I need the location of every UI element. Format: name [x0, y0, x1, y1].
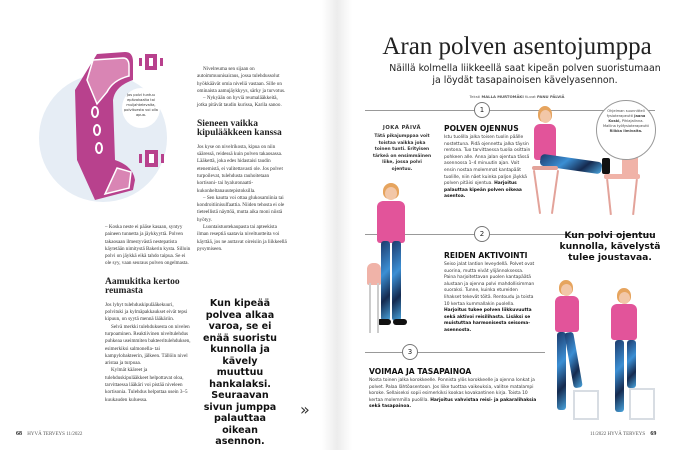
sidebar-label: JOKA PÄIVÄ	[382, 125, 422, 131]
byline-author: MALLA MURTOMÄKI	[481, 94, 524, 99]
byline-photographer: PANU PÄLVIÄ	[536, 94, 565, 99]
photo-step-up	[555, 280, 670, 425]
paragraph: Jos lyhyt tulehduskipulääkekuuri, polvituki ja kylmäpakkaukset eivät tepsi kipuun, on syytä mennä lääkäriin.	[105, 301, 188, 323]
right-pull-quote: Kun polvi ojentuu kunnolla, kävelystä tulee joustavaa.	[559, 230, 661, 263]
step-1	[444, 124, 532, 201]
page-number: 69	[650, 431, 657, 437]
step-benefit: Harjoitus palauttaa kipeän polven oikeaa asentoa.	[444, 181, 522, 200]
step-number-2: 2	[474, 226, 490, 242]
photo-standing-sidebar	[365, 183, 425, 348]
article-title: Aran polven asentojumppa	[382, 33, 652, 60]
paragraph: Nivelreuma sen sijaan on autoimmuunisairaus, jossa tulehdussolut hyökkäävät omia niveliä vastaan. Sille on ominaista aamujäykkyys, särky ja turvotus.	[197, 66, 286, 94]
magazine-issue: 11/2022 HYVÄ TERVEYS	[590, 432, 646, 437]
paragraph: – Nykyään on hyviä reumalääkkeitä, jotka pitävät taudin kurissa, Karila sanoo.	[197, 95, 282, 109]
paragraph: Jos kyse on nivelrikosta, kipua on niin sääressä, reidessä kuin polven takaosassa. Lääkettä, joka edes hidastaisi taudin etenemistä, ei valitettavasti ole. Jos polvet turpoilevat, tulehdusta rauhoitetaan kortisoni- tai hyaluronaatti-kukonheltanauutepistoksilla.	[197, 143, 283, 194]
sidebar-text: Tätä pikajumppaa voit toistaa vaikka joka toinen tunti. Erityisen tärkeä on ensimmäinen liike, jossa polvi ojentuu.	[372, 134, 432, 172]
page-gutter	[322, 0, 352, 450]
step-benefit: Harjoitus vahvistaa reisi- ja pakaralihaksia sekä tasapainoa.	[369, 397, 537, 410]
step-title: REIDEN AKTIVOINTI	[444, 251, 528, 260]
left-column-1	[105, 224, 191, 404]
right-footer	[590, 431, 656, 437]
bubble-text: Jos polvi tuntuu epävakaalta tai muljahtelevalta, polvituesta voi olla apua.	[124, 93, 158, 117]
continue-arrow-icon: »	[300, 400, 310, 419]
magazine-issue: HYVÄ TERVEYS 11/2022	[27, 432, 83, 437]
step-title: VOIMAA JA TASAPAINOA	[369, 367, 472, 376]
credit-bubble	[596, 100, 656, 160]
step-text: Nosta toinen jalka korokkeelle. Ponnista ylös korokkeelle ja ojenna lonkat ja polvet. Palaa lähtöasentoon. Jos liike tuottaa vaikeuksia, valitse matalampi koroke. Sellaiseksi sopii esimerkiksi kookas kovakantinen kirja. Toista 10 kertaa molemmilla puolilla.	[369, 378, 535, 403]
step-text: Seiso jalat lantion leveydellä. Polvet ovat suorina, mutta eivät ylijännoksessa. Paina harjoitettavan puolen kantapäätä alustaan ja ojenna polvi mahdollisimman suoraksi. Tunne, kuinka etureiden lihakset tekevät töitä. Rentoudu ja toista 10 kertaa kummallakin puolella.	[444, 262, 535, 307]
credit-text: Pihlajalinna. Mallina työfysioterapeutti	[603, 119, 649, 128]
section-heading: Aamukitka kertoo reumasta	[105, 276, 180, 297]
step-title: POLVEN OJENNUS	[444, 124, 519, 133]
paragraph: – Koska neste ei pääse kasaan, syntyy paineen tunnetta ja jäykkyyttä. Polven takaosaan ilmestyvästä nestepatista käytetään nimitystä Bakerin kysta. Silloin polvi on jäykkä eikä tahdo taipua. Se ei ole syy, vaan seuraus polven ongelmasta.	[105, 224, 191, 267]
paragraph: – Sen kautta voi ottaa glukosamiinia tai kondroitiinisulfaattia. Niiden tehosta ei ole tieteellistä näyttöä, mutta aika moni niistä hyötyy.	[197, 194, 285, 223]
credit-name: Riikka Ilmivalta.	[609, 129, 643, 133]
paragraph: Selvä merkki tulehduksesta on nivelen turpoaminen. Reaktiivinen niveltulehdus puhkeaa useimmiten bakteeritulehduksen, esimerkiksi salmonella- tai kampylobakteerin, jälkeen. Tällöin nivel aristaa ja turpoaa.	[105, 323, 191, 367]
step-number-3: 3	[402, 344, 418, 360]
paragraph: Luontaistuotekaupasta tai apteekista ilman reseptiä saatavia niveltuotteita voi käyttää, jos ne auttavat oireisiin ja liikkeellä pysymiseen.	[197, 224, 287, 252]
step-text: Istu tuolilla jalka toisen tuolin päälle nostettuna. Pidä ojennettu jalka täysin rentona. Tuo tarvittaessa tuolia osittain pohkeen alle. Anna jalan ojentua tässä asennossa 1–4 minuutin ajan. Voit ensin nostaa molemmat kantapäät tuolille, niin näet kuinka paljon jäykkä polven pitäisi ojentua.	[444, 135, 531, 187]
illustration-bubble	[122, 88, 160, 128]
section-heading: Sieneen vaikka kipulääkkeen kanssa	[197, 118, 282, 139]
article-subtitle: Näillä kolmella liikkeellä saat kipeän polven suoristumaan ja löydät tasapainoisen kävelyasennon.	[389, 63, 661, 86]
knee-brace-icon	[35, 40, 185, 210]
credit-text: Ohjelman suunnitteli fysioterapeutti	[606, 109, 645, 118]
paragraph: Kylmät kääreet ja tulehduskipulääkkeet helpottavat oloa, tarvittaessa lääkäri voi pistää niveleen kortisonia. Tulehdus helpottaa usein 3–5 kuukauden kuluessa.	[105, 367, 188, 403]
byline	[360, 94, 674, 99]
step-2	[444, 251, 536, 335]
left-column-2	[197, 66, 287, 253]
sidebar-every-day	[372, 125, 432, 174]
step-number-1: 1	[474, 102, 490, 118]
step-3	[369, 367, 541, 411]
step-benefit: Harjoitus tukee polven liikkuvuutta sekä aktivoi reisilihasta. Lisäksi se muistuttaa harmonisesta seisoma-asennosta.	[444, 308, 532, 333]
page-number: 68	[16, 431, 22, 437]
left-footer	[16, 431, 82, 437]
left-pull-quote: Kun kipeää polvea alkaa varoa, se ei enää suoristu kunnolla ja kävely muuttuu hankalaksi. Seuraavan sivun jumppa palauttaa oikean asennon.	[203, 298, 277, 447]
byline-label: Teksti	[469, 94, 481, 99]
credit-name: Jaana Koski,	[608, 114, 646, 123]
divider-3	[365, 352, 545, 353]
byline-label: Kuvat	[524, 94, 536, 99]
knee-brace-illustration	[35, 40, 185, 210]
